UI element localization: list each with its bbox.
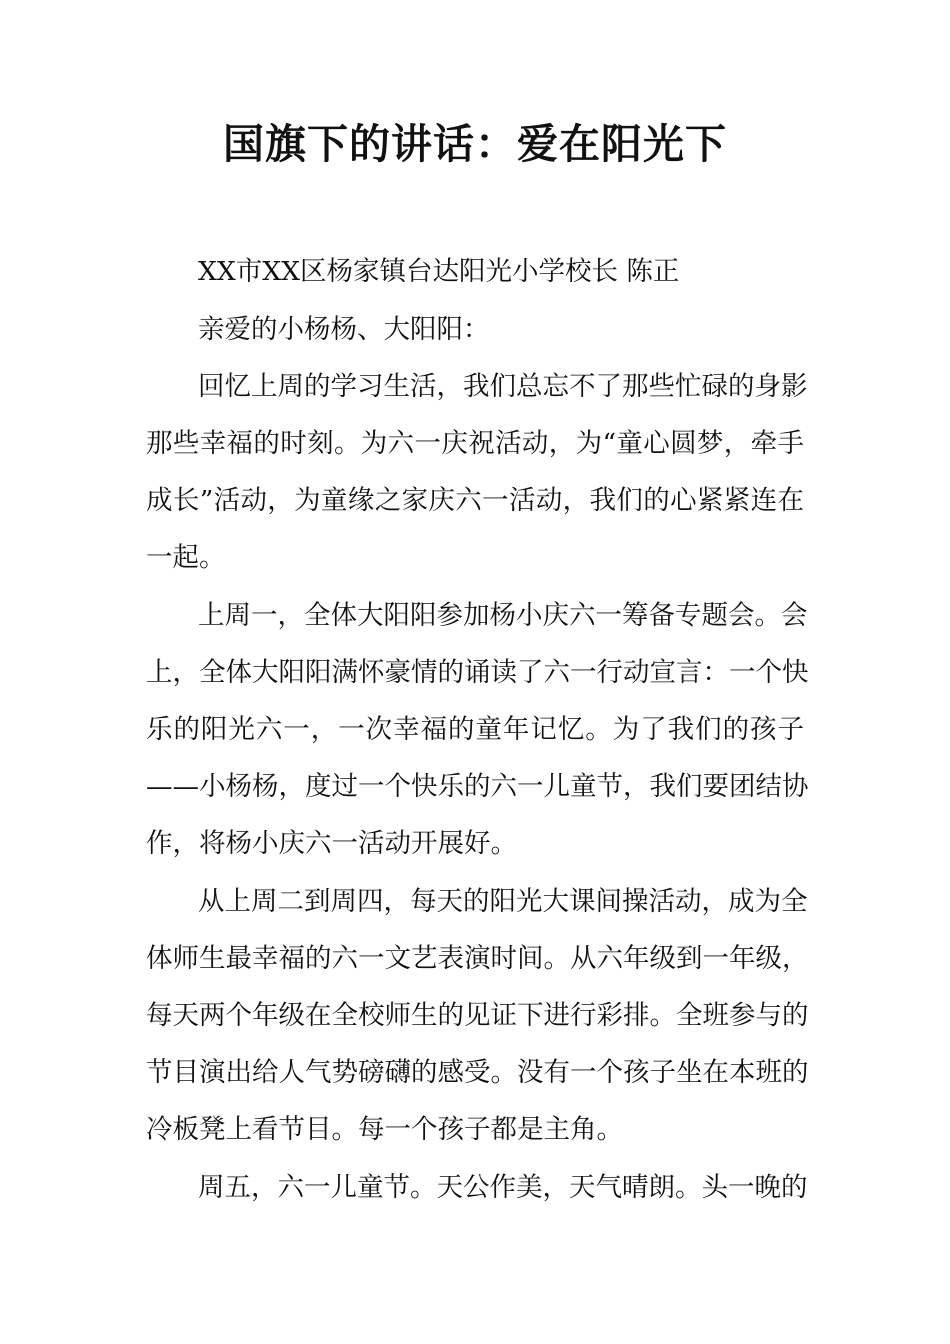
paragraph-line: 冷板凳上看节目。每一个孩子都是主角。	[146, 1114, 623, 1145]
paragraph-line: 每天两个年级在全校师生的见证下进行彩排。全班参与的	[146, 1000, 809, 1031]
paragraph-line: 从上周二到周四，每天的阳光大课间操活动，成为全	[198, 886, 808, 917]
paragraph-line: 体师生最幸福的六一文艺表演时间。从六年级到一年级，	[146, 943, 809, 974]
salutation-line: 亲爱的小杨杨、大阳阳：	[198, 314, 490, 345]
document-title: 国旗下的讲话：爱在阳光下	[223, 120, 727, 168]
paragraph-line: 周五，六一儿童节。天公作美，天气晴朗。头一晚的	[198, 1172, 808, 1203]
paragraph-line: 那些幸福的时刻。为六一庆祝活动，为“童心圆梦，牵手	[146, 428, 804, 459]
paragraph-line: 成长”活动，为童缘之家庆六一活动，我们的心紧紧连在	[146, 485, 804, 516]
paragraph-line: 回忆上周的学习生活，我们总忘不了那些忙碌的身影	[198, 371, 808, 402]
paragraph-line: 上周一，全体大阳阳参加杨小庆六一筹备专题会。会	[198, 600, 808, 631]
paragraph-line: 上，全体大阳阳满怀豪情的诵读了六一行动宣言：一个快	[146, 657, 809, 688]
author-line: XX市XX区杨家镇台达阳光小学校长 陈正	[198, 256, 680, 287]
paragraph-line: 节目演出给人气势磅礴的感受。没有一个孩子坐在本班的	[146, 1057, 809, 1088]
paragraph-line: 一起。	[146, 542, 226, 573]
paragraph-line: ——小杨杨，度过一个快乐的六一儿童节，我们要团结协	[146, 771, 809, 802]
paragraph-line: 作，将杨小庆六一活动开展好。	[146, 828, 517, 859]
paragraph-line: 乐的阳光六一，一次幸福的童年记忆。为了我们的孩子	[146, 714, 804, 745]
